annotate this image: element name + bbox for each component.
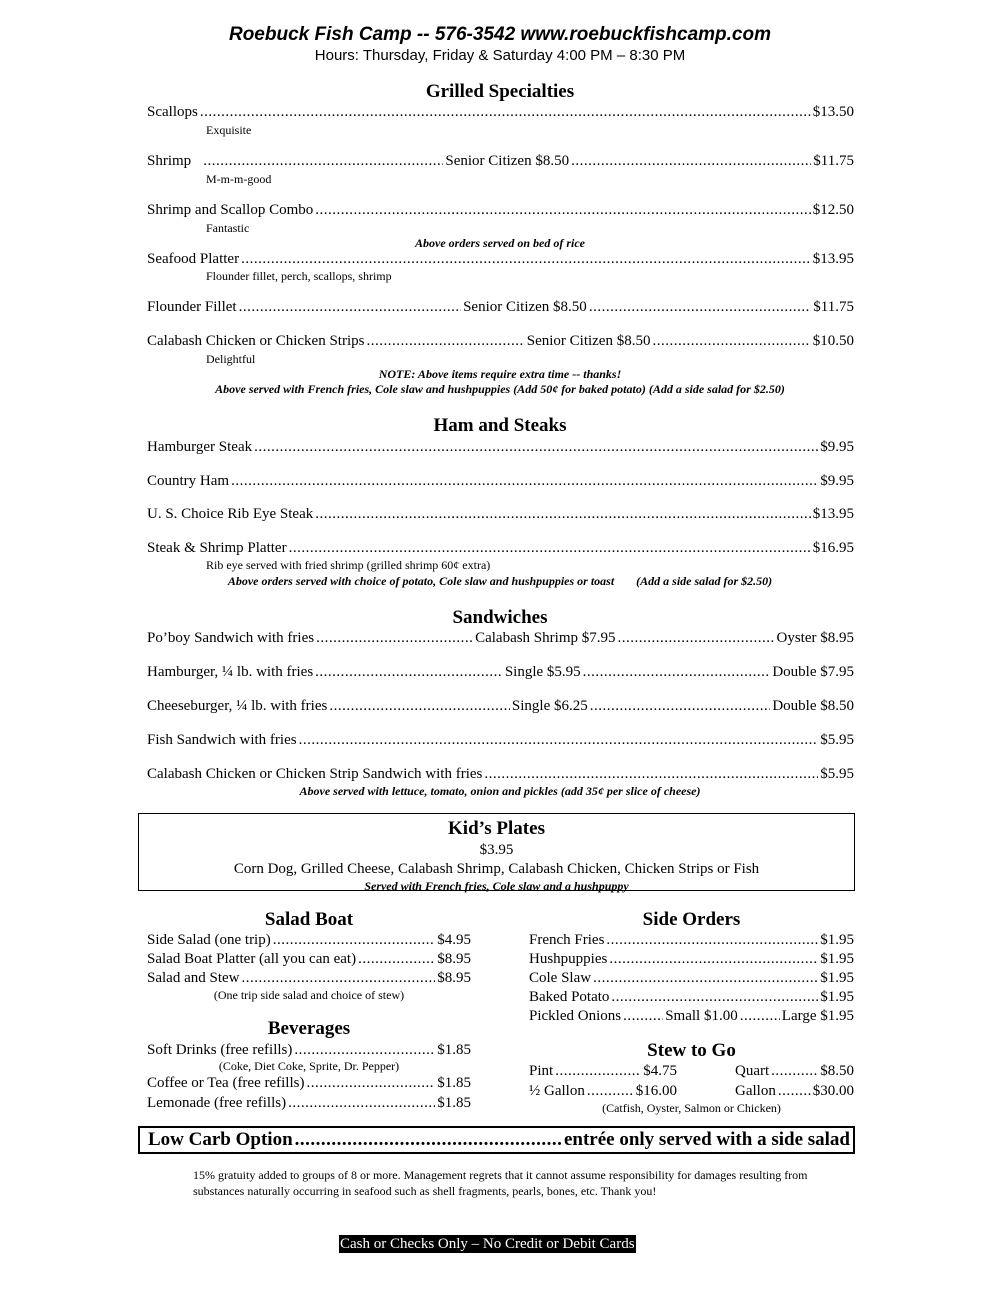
item-price: $8.50 [820, 1063, 854, 1079]
item-price: $13.50 [812, 104, 854, 120]
item-name: Cole Slaw [529, 970, 592, 986]
item-price: $1.95 [820, 989, 854, 1005]
section-title-salad: Salad Boat [264, 909, 354, 930]
item-option: Single $6.25 [511, 698, 588, 714]
item-name: Scallops [147, 104, 198, 120]
ham-note-b: (Add a side salad for $2.50) [636, 574, 773, 588]
item-desc: Delightful [206, 352, 256, 366]
soft-drinks-note: (Coke, Diet Coke, Sprite, Dr. Pepper) [218, 1059, 400, 1073]
item-price: $12.50 [812, 202, 854, 218]
item-price: $1.85 [437, 1042, 471, 1058]
menu-item-steak-shrimp [147, 538, 854, 558]
senior-price: Senior Citizen $8.50 [463, 299, 587, 315]
stew-note: (Catfish, Oyster, Salmon or Chicken) [602, 1101, 781, 1115]
item-name: Flounder Fillet [147, 299, 237, 315]
item-name: Shrimp [147, 153, 192, 169]
menu-item-hamburger-steak [147, 437, 854, 457]
section-title-stew: Stew to Go [647, 1040, 736, 1061]
item-option: Calabash Shrimp $7.95 [475, 630, 616, 646]
item-price: $9.95 [820, 439, 854, 455]
item-price: $4.95 [437, 932, 471, 948]
menu-item-half-gallon [529, 1081, 677, 1101]
item-name: Soft Drinks (free refills) [147, 1042, 293, 1058]
senior-price: Senior Citizen $8.50 [445, 153, 570, 169]
item-desc: Rib eye served with fried shrimp (grilled shrimp 60¢ extra) [206, 558, 491, 572]
menu-item-salad-stew [147, 968, 471, 988]
item-price: $13.95 [812, 251, 854, 267]
low-carb-box [138, 1126, 855, 1154]
kids-note: Served with French fries, Cole slaw and a hushpuppy [364, 879, 629, 893]
section-title-ham: Ham and Steaks [433, 415, 567, 436]
ham-note [140, 573, 860, 589]
menu-item-pint [529, 1061, 677, 1081]
menu-item-calabash-chicken [147, 331, 854, 351]
section-title-grilled: Grilled Specialties [425, 81, 575, 102]
kids-price: $3.95 [479, 842, 514, 858]
item-desc: M-m-m-good [206, 172, 272, 186]
item-price: $5.95 [820, 732, 854, 748]
item-price: $4.75 [643, 1063, 677, 1079]
menu-item-poboy [147, 628, 854, 648]
salad-note: (One trip side salad and choice of stew) [213, 988, 405, 1002]
menu-item-baked-potato [529, 987, 854, 1007]
item-price: $9.95 [820, 473, 854, 489]
item-name: Quart [735, 1063, 770, 1079]
item-name: Calabash Chicken or Chicken Strip Sandwich with fries [147, 766, 483, 782]
menu-item-soft-drinks [147, 1040, 471, 1060]
menu-item-flounder [147, 297, 854, 317]
menu-item-coffee [147, 1073, 471, 1093]
kids-plates-box [138, 813, 855, 891]
menu-item-combo [147, 200, 854, 220]
section-title-beverages: Beverages [267, 1018, 351, 1039]
kids-items: Corn Dog, Grilled Cheese, Calabash Shrimp, Calabash Chicken, Chicken Strips or Fish [233, 861, 760, 877]
item-option: Small $1.00 [665, 1008, 738, 1024]
item-name: Hamburger, ¼ lb. with fries [147, 664, 314, 680]
item-name: Salad and Stew [147, 970, 240, 986]
item-name: Seafood Platter [147, 251, 240, 267]
senior-price: Senior Citizen $8.50 [526, 333, 651, 349]
restaurant-header: Roebuck Fish Camp -- 576-3542 www.roebuckfishcamp.com [228, 24, 771, 45]
item-name: Steak & Shrimp Platter [147, 540, 287, 556]
menu-item-fish-sandwich [147, 730, 854, 750]
item-price: $16.95 [812, 540, 854, 556]
item-price: $1.95 [820, 951, 854, 967]
menu-item-scallops [147, 102, 854, 122]
item-name: Pint [529, 1063, 554, 1079]
item-name: Salad Boat Platter (all you can eat) [147, 951, 357, 967]
item-name: Po’boy Sandwich with fries [147, 630, 315, 646]
item-option: Single $5.95 [504, 664, 581, 680]
gratuity-footnote: 15% gratuity added to groups of 8 or more. Management regrets that it cannot assume responsibility for damages resulting from substances naturally occurring in seafood such as shell fragments, pearls, bones, etc. Thank you! [193, 1168, 808, 1198]
item-option: Oyster $8.95 [776, 630, 854, 646]
item-desc: Fantastic [206, 221, 250, 235]
low-carb-name: Low Carb Option [148, 1129, 293, 1150]
item-name: Coffee or Tea (free refills) [147, 1075, 305, 1091]
item-price: $1.95 [820, 932, 854, 948]
section-title-kids: Kid’s Plates [448, 818, 545, 839]
extra-time-note: NOTE: Above items require extra time -- thanks! [378, 367, 622, 381]
item-desc: Flounder fillet, perch, scallops, shrimp [206, 269, 392, 283]
item-name: Gallon [735, 1083, 776, 1099]
item-name: U. S. Choice Rib Eye Steak [147, 506, 314, 522]
item-name: Shrimp and Scallop Combo [147, 202, 314, 218]
item-price: $1.85 [437, 1095, 471, 1111]
menu-item-hushpuppies [529, 949, 854, 969]
menu-item-salad-platter [147, 949, 471, 969]
item-name: Hamburger Steak [147, 439, 253, 455]
section-title-sandwiches: Sandwiches [452, 607, 548, 628]
item-option: Double $7.95 [772, 664, 854, 680]
payment-banner: Cash or Checks Only – No Credit or Debit Cards [340, 1236, 635, 1252]
item-price: $13.95 [812, 506, 854, 522]
item-name: Lemonade (free refills) [147, 1095, 287, 1111]
sandwich-note: Above served with lettuce, tomato, onion and pickles (add 35¢ per slice of cheese) [299, 784, 701, 798]
item-option: Double $8.50 [772, 698, 854, 714]
item-name: Calabash Chicken or Chicken Strips [147, 333, 365, 349]
menu-item-cheeseburger [147, 696, 854, 716]
menu-item-cole-slaw [529, 968, 854, 988]
item-price: $1.95 [820, 970, 854, 986]
served-with-note: Above served with French fries, Cole slaw and hushpuppies (Add 50¢ for baked potato) (Add a side salad for $2.50) [215, 382, 785, 396]
item-name: ½ Gallon [529, 1083, 585, 1099]
ham-note-a: Above orders served with choice of potato, Cole slaw and hushpuppies or toast [227, 574, 615, 588]
menu-item-hamburger [147, 662, 854, 682]
item-price: $10.50 [812, 333, 854, 349]
menu-item-pickled-onions [529, 1006, 854, 1026]
menu-item-seafood-platter [147, 249, 854, 269]
low-carb-text: entrée only served with a side salad [563, 1129, 850, 1150]
item-name: Cheeseburger, ¼ lb. with fries [147, 698, 328, 714]
item-price: $16.00 [635, 1083, 677, 1099]
item-desc: Exquisite [206, 123, 252, 137]
menu-item-chicken-sandwich [147, 764, 854, 784]
item-name: Hushpuppies [529, 951, 608, 967]
menu-item-quart [735, 1061, 854, 1081]
hours: Hours: Thursday, Friday & Saturday 4:00 PM – 8:30 PM [314, 47, 686, 64]
menu-item-gallon [735, 1081, 854, 1101]
item-price: $1.85 [437, 1075, 471, 1091]
item-price: $8.95 [437, 951, 471, 967]
item-name: French Fries [529, 932, 605, 948]
item-name: Fish Sandwich with fries [147, 732, 297, 748]
menu-item-side-salad [147, 930, 471, 950]
item-name: Side Salad (one trip) [147, 932, 271, 948]
item-price: $11.75 [813, 299, 854, 315]
item-price: $5.95 [820, 766, 854, 782]
item-price: $30.00 [812, 1083, 854, 1099]
low-carb-row [140, 1128, 853, 1152]
menu-item-ribeye [147, 504, 854, 524]
section-title-sides: Side Orders [642, 909, 741, 930]
menu-item-country-ham [147, 471, 854, 491]
menu-item-fries [529, 930, 854, 950]
menu-item-lemonade [147, 1093, 471, 1113]
item-price: $8.95 [437, 970, 471, 986]
item-option: Large $1.95 [781, 1008, 854, 1024]
rice-note: Above orders served on bed of rice [415, 236, 585, 250]
item-price: $11.75 [813, 153, 854, 169]
menu-item-shrimp [147, 151, 854, 171]
item-name: Baked Potato [529, 989, 610, 1005]
item-name: Pickled Onions [529, 1008, 622, 1024]
item-name: Country Ham [147, 473, 230, 489]
